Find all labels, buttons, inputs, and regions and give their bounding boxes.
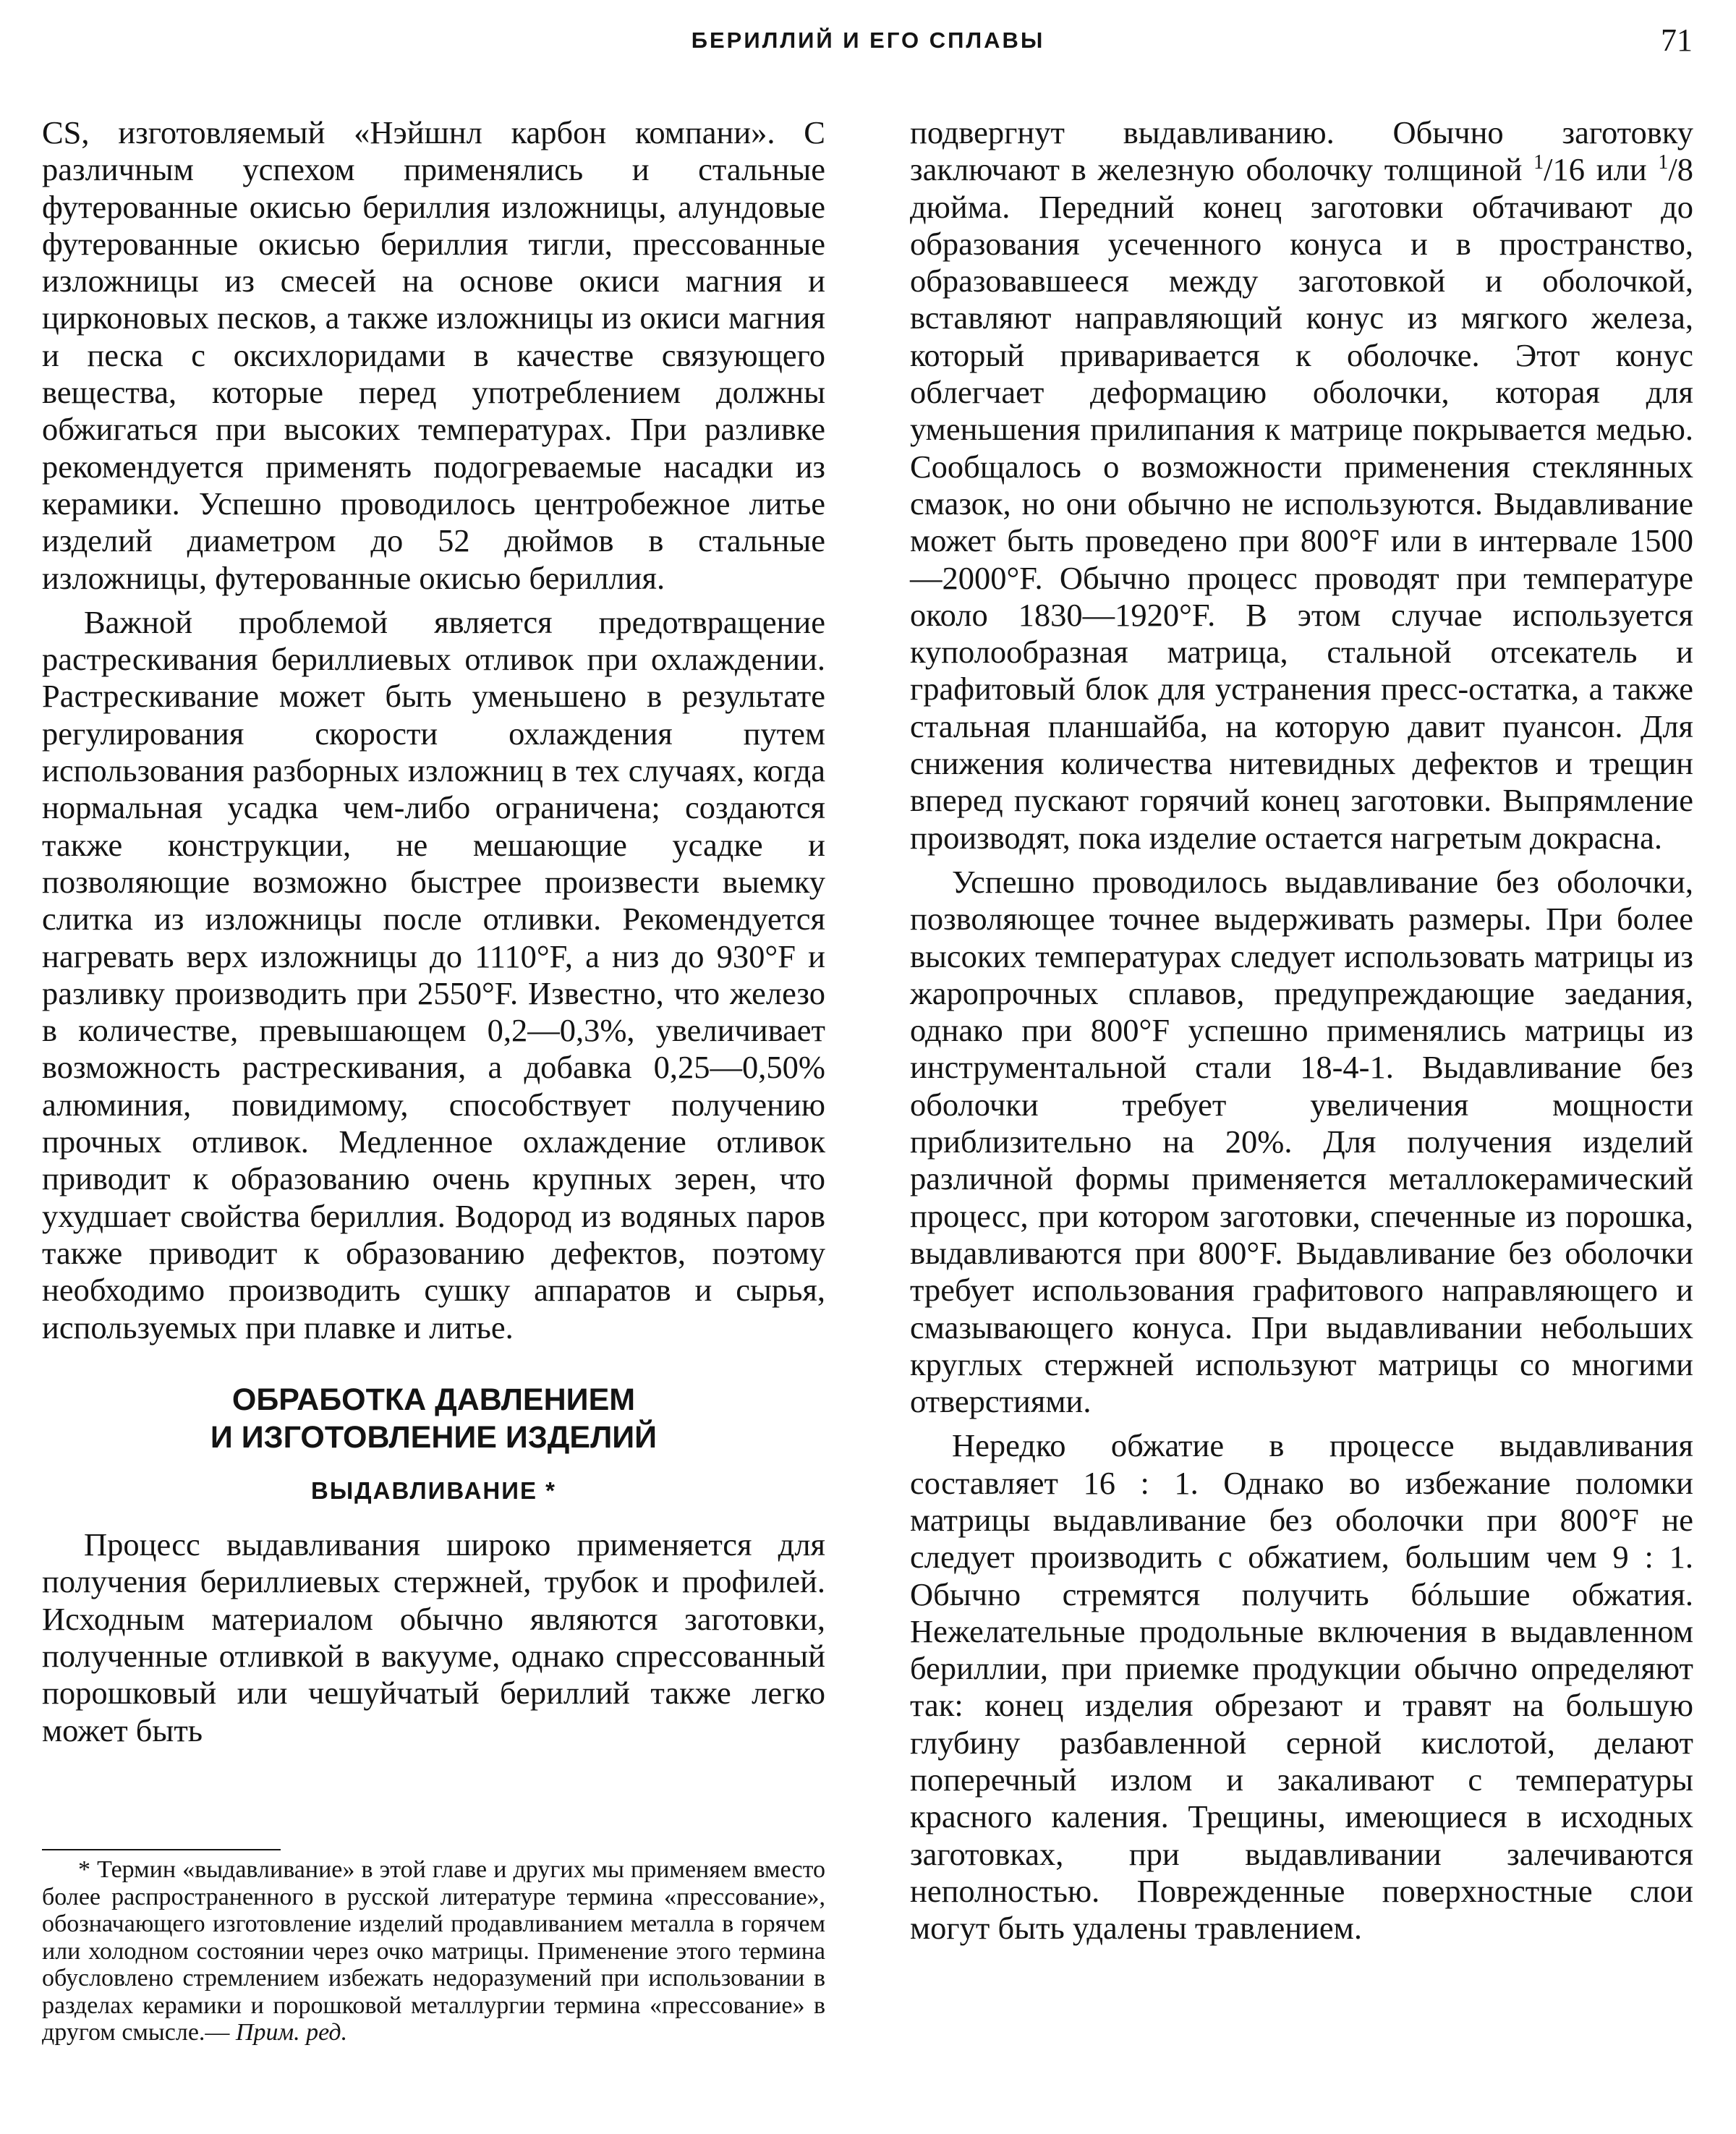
paragraph: Процесс выдавливания широко применяется для получения бериллиевых стержней, трубок и профилей. Исходным материалом обычно являются заготовки, полученные отливкой в вакууме, однако спрессованный порошковый или чешуйчатый бериллий также легко может быть bbox=[42, 1526, 825, 1748]
right-column bbox=[910, 114, 1693, 1947]
footnote-editor-note: Прим. ред. bbox=[235, 2019, 348, 2046]
paragraph: CS, изготовляемый «Нэйшнл карбон компани». С различным успехом применялись и стальные футерованные окисью бериллия изложницы, алундовые футерованные окисью бериллия тигли, прессованные изложницы из смесей на основе окиси магния и цирконовых песков, а также изложницы из окиси магния и песка с оксихлоридами в качестве связующего вещества, которые перед употреблением должны обжигаться при высоких температурах. При разливке рекомендуется применять подогреваемые насадки из керамики. Успешно проводилось центробежное литье изделий диаметром до 52 дюймов в стальные изложницы, футерованные окисью бериллия. bbox=[42, 114, 825, 596]
paragraph-text: подвергнут выдавливанию. Обычно заготовку заключают в железную оболочку толщиной bbox=[910, 114, 1693, 188]
fraction-denominator: /16 bbox=[1544, 151, 1586, 188]
paragraph-text: или bbox=[1585, 151, 1659, 188]
section-title-line: ОБРАБОТКА ДАВЛЕНИЕМ bbox=[231, 1382, 636, 1417]
page-header bbox=[0, 22, 1736, 80]
footnote bbox=[42, 1856, 825, 2046]
running-title: БЕРИЛЛИЙ И ЕГО СПЛАВЫ bbox=[691, 27, 1045, 53]
fraction-numerator: 1 bbox=[1658, 151, 1669, 174]
footnote-text: * Термин «выдавливание» в этой главе и других мы применяем вместо более распространенного в русской литературе термина «прессование», обозначающего изготовление изделий продавливанием металла в горячем или холодном состоянии через очко матрицы. Применение этого термина обусловлено стремлением избежать недоразумений при использовании в разделах керамики и порошковой металлургии термина «прессование» в другом смысле.— bbox=[42, 1856, 825, 2046]
section-title-line: И ИЗГОТОВЛЕНИЕ ИЗДЕЛИЙ bbox=[210, 1419, 658, 1455]
section-title bbox=[42, 1381, 825, 1456]
left-column bbox=[42, 114, 825, 1749]
fraction-denominator: /8 bbox=[1668, 151, 1694, 188]
paragraph bbox=[910, 114, 1693, 856]
footnote-divider bbox=[42, 1849, 281, 1850]
paragraph-text: дюйма. Передний конец заготовки обтачивают до образования усеченного конуса и в пространство, образовавшееся между заготовкой и оболочкой, вставляют направляющий конус из мягкого железа, который приваривается к оболочке. Этот конус облегчает деформацию оболочки, которая для уменьшения прилипания к матрице покрывается медью. Сообщалось о возможности применения стеклянных смазок, но они обычно не используются. Выдавливание может быть проведено при 800°F или в интервале 1500—2000°F. Обычно процесс проводят при температуре около 1830—1920°F. В этом случае используется куполообразная матрица, стальной отсекатель и графитовый блок для устранения пресс-остатка, а также стальная планшайба, на которую давит пуансон. Для снижения количества нитевидных дефектов и трещин вперед пускают горячий конец заготовки. Выпрямление производят, пока изделие остается нагретым докрасна. bbox=[910, 188, 1693, 856]
paragraph: Нередко обжатие в процессе выдавливания составляет 16 : 1. Однако во избежание поломки матрицы выдавливание без оболочки при 800°F не следует производить с обжатием, большим чем 9 : 1. Обычно стремятся получить бóльшие обжатия. Нежелательные продольные включения в выдавленном бериллии, при приемке продукции обычно определяют так: конец изделия обрезают и травят на большую глубину разбавленной серной кислотой, делают поперечный излом и закаливают с температуры красного каления. Трещины, имеющиеся в исходных заготовках, при выдавливании залечиваются неполностью. Поврежденные поверхностные слои могут быть удалены травлением. bbox=[910, 1427, 1693, 1947]
page-number: 71 bbox=[1661, 22, 1693, 58]
fraction-numerator: 1 bbox=[1533, 151, 1544, 174]
subsection-title: ВЫДАВЛИВАНИЕ * bbox=[311, 1476, 556, 1504]
paragraph: Важной проблемой является предотвращение растрескивания бериллиевых отливок при охлаждении. Растрескивание может быть уменьшено в результате регулирования скорости охлаждения путем использования разборных изложниц в тех случаях, когда нормальная усадка чем-либо ограничена; создаются также конструкции, не мешающие усадке и позволяющие возможно быстрее произвести выемку слитка из изложницы после отливки. Рекомендуется нагревать верх изложницы до 1110°F, а низ до 930°F и разливку производить при 2550°F. Известно, что железо в количестве, превышающем 0,2—0,3%, увеличивает возможность растрескивания, а добавка 0,25—0,50% алюминия, повидимому, способствует получению прочных отливок. Медленное охлаждение отливок приводит к образованию очень крупных зерен, что ухудшает свойства бериллия. Водород из водяных паров также приводит к образованию дефектов, поэтому необходимо производить сушку аппаратов и сырья, используемых при плавке и литье. bbox=[42, 603, 825, 1346]
paragraph: Успешно проводилось выдавливание без оболочки, позволяющее точнее выдерживать размеры. При более высоких температурах следует использовать матрицы из жаропрочных сплавов, предупреждающие заедания, однако при 800°F успешно применялись матрицы из инструментальной стали 18-4-1. Выдавливание без оболочки требует увеличения мощности приблизительно на 20%. Для получения изделий различной формы применяется металлокерамический процесс, при котором заготовки, спеченные из порошка, выдавливаются при 800°F. Выдавливание без оболочки требует использования графитового направляющего и смазывающего конуса. При выдавливании небольших круглых стержней используют матрицы со многими отверстиями. bbox=[910, 863, 1693, 1420]
